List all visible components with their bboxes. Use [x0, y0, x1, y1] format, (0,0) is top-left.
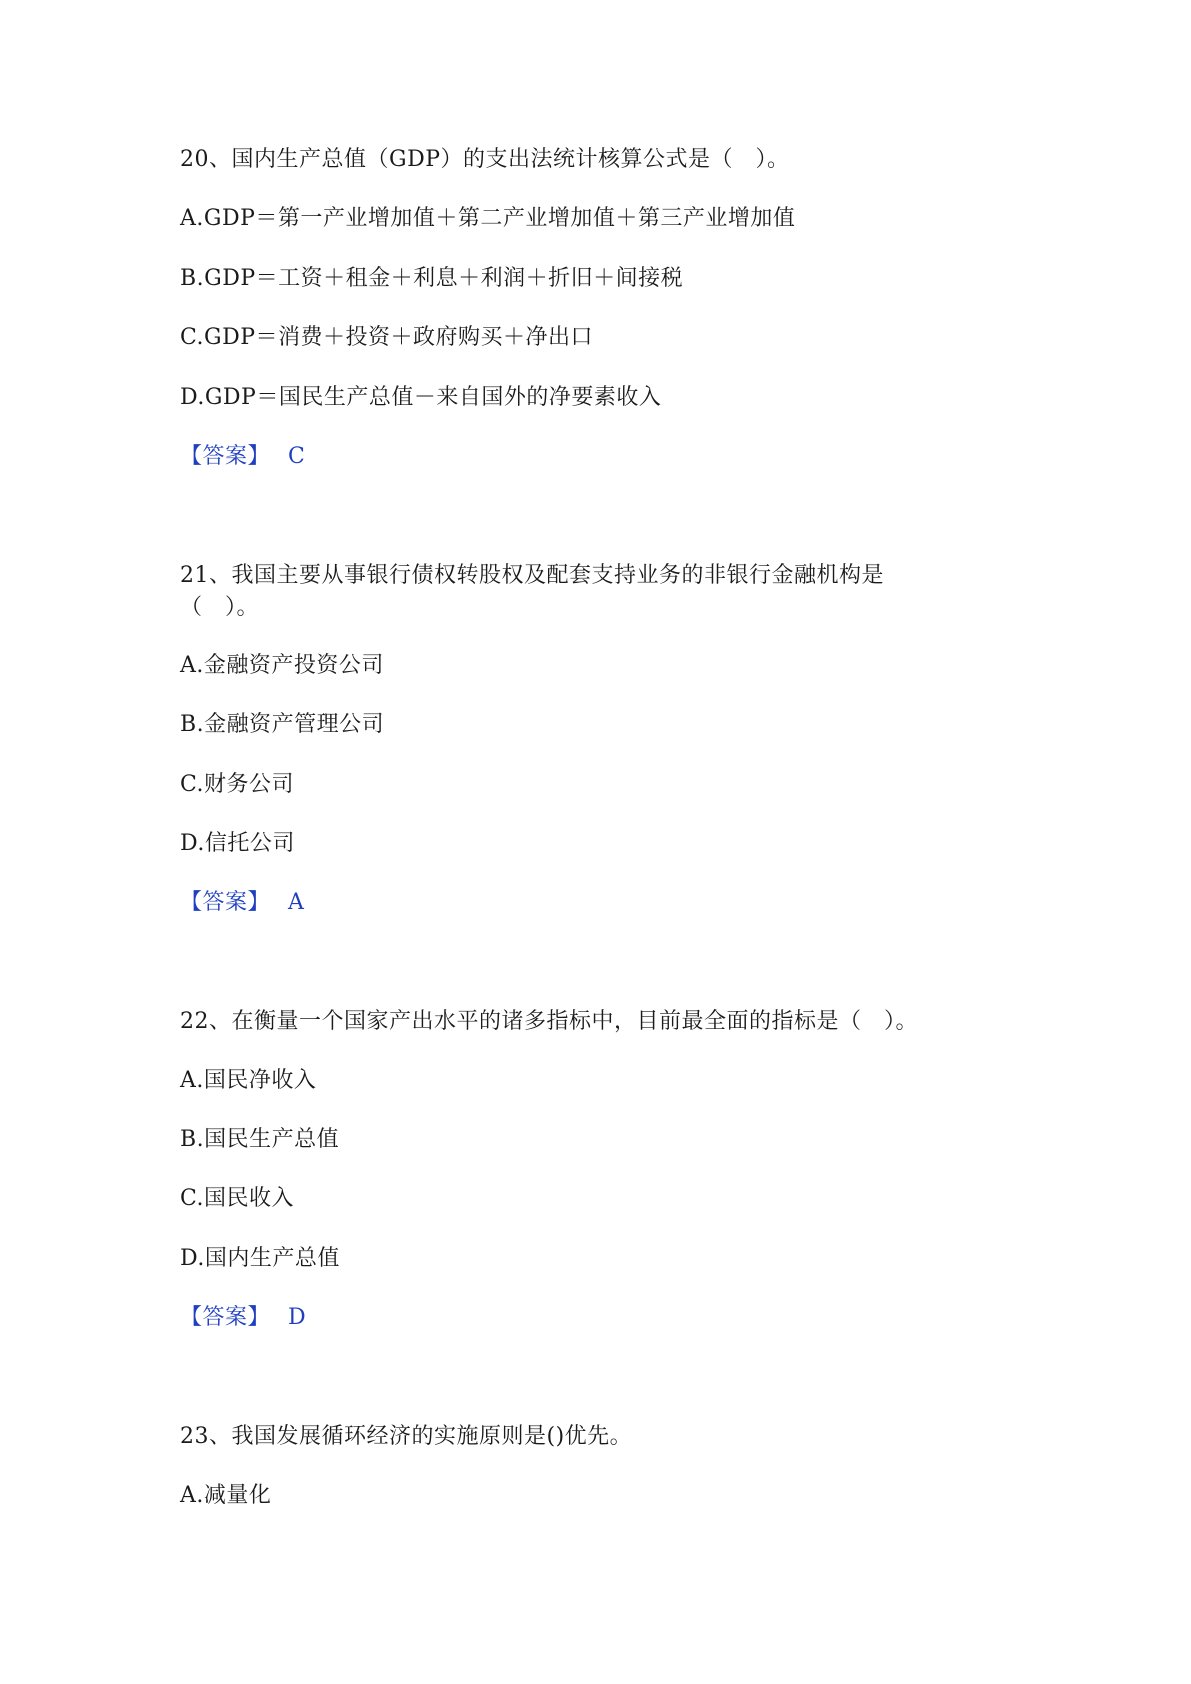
question-21-option-d: D.信托公司 [180, 831, 295, 856]
answer-value: C [288, 444, 306, 469]
question-21-option-b: B.金融资产管理公司 [180, 712, 385, 737]
question-20-stem: 20、国内生产总值（GDP）的支出法统计核算公式是（ ）。 [180, 147, 790, 172]
answer-label: 【答案】 [180, 890, 271, 915]
answer-value: A [288, 890, 305, 915]
question-21-option-c: C.财务公司 [180, 772, 295, 797]
question-20-answer [180, 443, 305, 471]
question-22-option-a: A.国民净收入 [180, 1068, 317, 1093]
question-23-option-a: A.减量化 [180, 1483, 272, 1508]
question-20-option-a: A.GDP＝第一产业增加值＋第二产业增加值＋第三产业增加值 [180, 206, 796, 231]
question-22-answer [180, 1304, 306, 1332]
question-21-stem-line-2: （ ）。 [180, 595, 260, 620]
answer-label: 【答案】 [180, 1305, 271, 1330]
question-20-option-c: C.GDP＝消费＋投资＋政府购买＋净出口 [180, 325, 594, 350]
question-20-option-b: B.GDP＝工资＋租金＋利息＋利润＋折旧＋间接税 [180, 266, 684, 291]
question-21-answer [180, 889, 304, 917]
question-21-stem-line-1: 21、我国主要从事银行债权转股权及配套支持业务的非银行金融机构是 [180, 563, 884, 588]
answer-label: 【答案】 [180, 444, 271, 469]
question-22-option-b: B.国民生产总值 [180, 1127, 340, 1152]
question-22-option-c: C.国民收入 [180, 1186, 295, 1211]
question-21-option-a: A.金融资产投资公司 [180, 653, 384, 678]
question-20-option-d: D.GDP＝国民生产总值－来自国外的净要素收入 [180, 385, 662, 410]
question-22-stem: 22、在衡量一个国家产出水平的诸多指标中，目前最全面的指标是（ ）。 [180, 1009, 918, 1034]
question-22-option-d: D.国内生产总值 [180, 1246, 340, 1271]
answer-value: D [288, 1305, 307, 1330]
question-23-stem: 23、我国发展循环经济的实施原则是()优先。 [180, 1424, 633, 1449]
